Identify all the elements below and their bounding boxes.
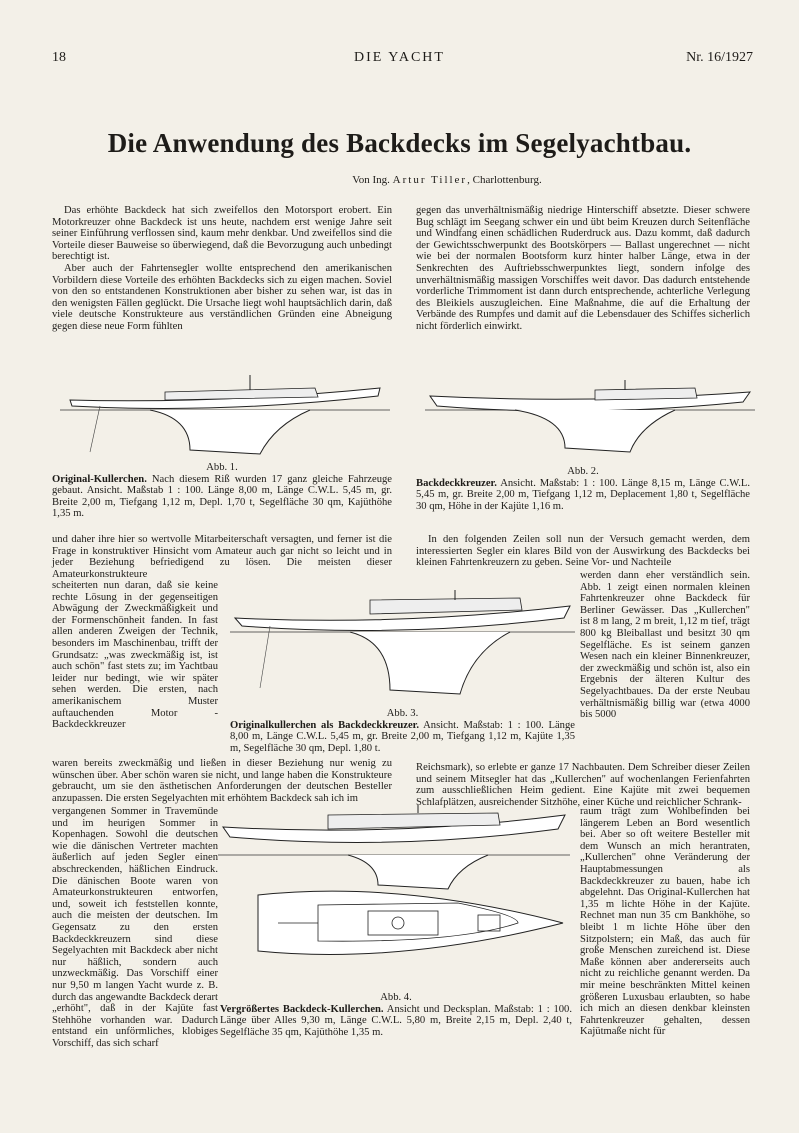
paragraph: Aber auch der Fahrtensegler wollte entsprechend den amerikanischen Vorbildern diese Vorteile des erhöhten Backdecks sich zu eigen machen. Soviel von den so entstandenen Konstruktionen aber bisher zu sehen war, ist das in den wenigsten Fällen geglückt. Die Ursache liegt wohl hauptsächlich darin, daß viele deutsche Konstrukteure aus verständlichen Gründen eine Abneigung gegen diese neue Form fühlten <box>52 262 392 332</box>
byline-author: Artur Tiller <box>392 174 468 186</box>
figure-description: Ansicht. Maßstab: 1 : 100. Länge 8,15 m, Länge C.W.L. 5,45 m, gr. Breite 2,00 m, Tiefgang 1,12 m, Deplacement 1,80 t, Segelfläche 30 qm, Höhe in der Kajüte 1,16 m. <box>416 477 750 512</box>
figure-number: Abb. 1. <box>206 462 238 473</box>
body-left-narrow <box>52 580 218 731</box>
paragraph: In den folgenden Zeilen soll nun der Versuch gemacht werden, dem interessierten Segler ein klares Bild von der Auswirkung des Backdecks bei kleinen Fahrtenkreuzern zu geben. Seine Vor- und Nachteile <box>416 534 750 569</box>
page-number: 18 <box>52 50 66 65</box>
figure-description: Ansicht und Decksplan. Maßstab: 1 : 100. Länge über Alles 9,30 m, Länge C.W.L. 5,80 m, Breite 2,15 m, Depl. 2,40 t, Segelfläche 35 qm, Kajüthöhe 1,35 m. <box>220 1003 572 1038</box>
figure-4-drawing <box>218 805 570 985</box>
figure-2-caption <box>416 466 750 512</box>
paragraph: scheiterten nun daran, daß sie keine rechte Lösung in der gegenseitigen Abwägung der Zweckmäßigkeit und der Formenschönheit fanden. In fast allen anderen Zweigen der Technik, besonders im Maschinenbau, trifft der Grundsatz: „was zweckmäßig ist, ist auch schön" fast stets zu; im Yachtbau leider nur bedingt, wie wir später sehen werden. Die ersten, nach amerikanischem Muster auftauchenden Motor - Backdeckkreuzer <box>52 580 218 731</box>
figure-description: Ansicht. Maßstab: 1 : 100. Länge 8,00 m, Länge C.W.L. 5,45 m, gr. Breite 2,00 m, Tiefgang 1,12 m, Kajüte 1,35 m, Segelfläche 30 qm, Depl. 1,80 t. <box>230 719 575 754</box>
body-left-wide <box>52 758 392 804</box>
body-left-narrow-2 <box>52 806 218 1049</box>
article-title: Die Anwendung des Backdecks im Segelyachtbau. <box>107 128 692 158</box>
body-left-column <box>52 534 392 580</box>
figure-description: Nach diesem Riß wurden 17 ganz gleiche Fahrzeuge gebaut. Ansicht. Maßstab 1 : 100. Länge 8,00 m, Länge C.W.L. 5,45 m, gr. Breite 2,00 m, Tiefgang 1,12 m, Depl. 1,70 t, Segelfläche 30 qm, Kajüthöhe 1,35 m. <box>52 473 392 520</box>
paragraph: raum trägt zum Wohlbefinden bei längerem Leben an Bord wesentlich bei. Aber so oft weitere Besteller mit dem Wunsch an mich herantraten, „Kullerchen" ohne Veränderung der Hauptabmessungen als Backdeckkreuzer zu bauen, habe ich abgelehnt. Das Original-Kullerchen hat 1,35 m lichte Höhe in der Kajüte. Rechnet man nun 35 cm Bankhöhe, so bleibt 1 m lichte Höhe über den Sitzpolstern; ein Maß, das auch für große Menschen zureichend ist. Diese Maße können aber andererseits auch nicht zu reichliche genannt werden. Da mir meine beschränkten Mittel keinen größeren Luxusbau erlaubten, so habe ich mich an diesen denkbar kleinsten Fahrtenkreuzer gehalten, dessen Kajütmaße nicht für <box>580 806 750 1038</box>
byline-prefix: Von Ing. <box>352 174 393 186</box>
paragraph: Das erhöhte Backdeck hat sich zweifellos den Motorsport erobert. Ein Motorkreuzer ohne Backdeck ist uns heute, nachdem erst wenige Jahre seit seiner Einführung verflossen sind, kaum mehr denkbar. Und zweifellos sind die Vorteile dieser Bauweise so überwiegend, daß die Bevorzugung auch unbedingt berechtigt ist. <box>52 205 392 263</box>
paragraph: und daher ihre hier so wertvolle Mitarbeiterschaft versagten, und ferner ist die Frage in konstruktiver Hinsicht vom Amateur auch gar nicht so leicht und in jeder Beziehung befriedigend zu lösen. Die meisten dieser Amateurkonstrukteure <box>52 534 392 580</box>
intro-right-column <box>416 205 750 333</box>
issue-number: Nr. 16/1927 <box>686 50 753 65</box>
figure-number: Abb. 3. <box>386 708 419 719</box>
figure-title: Originalkullerchen als Backdeckkreuzer. <box>230 719 420 731</box>
figure-title: Backdeckkreuzer. <box>416 477 497 489</box>
paragraph: waren bereits zweckmäßig und ließen in dieser Beziehung nur wenig zu wünschen über. Aber schön waren sie nicht, und lange haben die Konstrukteure gebraucht, um sie den ästhetischen Anforderungen der deutschen Besteller anzupassen. Die ersten Segelyachten mit erhöhtem Backdeck sah ich im <box>52 758 392 804</box>
body-right-wide <box>416 762 750 808</box>
figure-2-drawing <box>425 378 755 463</box>
figure-title: Original-Kullerchen. <box>52 473 147 485</box>
intro-left-column <box>52 205 392 333</box>
paragraph: gegen das unverhältnismäßig niedrige Hinterschiff absetzte. Dieser schwere Bug schlägt im Seegang schwer ein und übt beim Kreuzen durch Seitenfläche und Windfang einen schädlichen Ruderdruck aus. Dazu kommt, daß dadurch der Gewichtsschwerpunkt des Bootskörpers — Ballast ungerechnet — nicht wie bei der normalen Bootsform kurz hinter halber Länge, etwa in der Senkrechten des Auftriebsschwerpunktes liegt, sondern infolge des unverhältnismäßig massigen Vorschiffes weit davor. Das dadurch entstehende vorderliche Trimmoment ist dann durch entsprechende, achterliche Verlegung des Bleikiels auszugleichen. Eine Maßnahme, die auf die Erhaltung der Verbände des Rumpfes und damit auf die Lebensdauer des Schiffes sicherlich nicht förderlich einwirkt. <box>416 205 750 332</box>
figure-number: Abb. 2. <box>567 466 599 477</box>
figure-4-caption <box>220 992 572 1038</box>
body-right-column <box>416 534 750 569</box>
figure-1-drawing <box>60 370 390 465</box>
figure-1-caption <box>52 462 392 520</box>
paragraph: werden dann eher verständlich sein. Abb. 1 zeigt einen normalen kleinen Fahrtenkreuzer ohne Backdeck für Berliner Gewässer. Das „Kullerchen" ist 8 m lang, 2 m breit, 1,12 m tief, trägt 800 kg Bleiballast und besitzt 30 qm Segelfläche. Es ist seinem ganzen Wesen nach ein kleiner Binnenkreuzer, der zweckmäßig und schön ist, also ein Ergebnis der älteren Kultur des Segelyachtbaues. Da der erste Neubau verhältnismäßig billig war (etwa 4000 bis 5000 <box>580 570 750 721</box>
figure-3-drawing <box>230 590 575 705</box>
paragraph: vergangenen Sommer in Travemünde und im heurigen Sommer in Kopenhagen. Sowohl die deutschen wie die dänischen Vertreter machten äußerlich auf jeden Segler einen abschreckenden, häßlichen Eindruck. Die dänischen Boote waren von Amateurkonstrukteuren entworfen, und, soweit ich feststellen konnte, auch die meisten der deutschen. Im Gegensatz zu den ersten Backdeckkreuzern sind diese Segelyachten mit Backdeck aber nicht nur häßlich, sondern auch unzweckmäßig. Das Vorschiff einer nur 9,50 m langen Yacht wurde z. B. durch das angewandte Backdeck derart „erhöht", daß in der Kajüte fast Stehhöhe vorhanden war. Dadurch entstand ein unförmliches, klobiges Vorschiff, das sich scharf <box>52 806 218 1049</box>
body-right-narrow <box>580 570 750 721</box>
figure-number: Abb. 4. <box>380 992 412 1003</box>
byline-suffix: , Charlottenburg. <box>467 174 542 186</box>
byline <box>0 174 799 186</box>
figure-title: Vergrößertes Backdeck-Kullerchen. <box>220 1003 384 1015</box>
paragraph: Reichsmark), so erlebte er ganze 17 Nachbauten. Dem Schreiber dieser Zeilen und seinem Mitsegler hat das „Kullerchen" auf wochenlangen Ferienfahrten zum ausschließlichen Heim gedient. Eine Kajüte mit zwei bequemen Schlafplätzen, ausreichender Sitzhöhe, einer Küche und reichlicher Schrank- <box>416 762 750 808</box>
figure-3-caption <box>230 708 575 754</box>
journal-title: DIE YACHT <box>354 50 445 65</box>
body-right-narrow-2 <box>580 806 750 1038</box>
